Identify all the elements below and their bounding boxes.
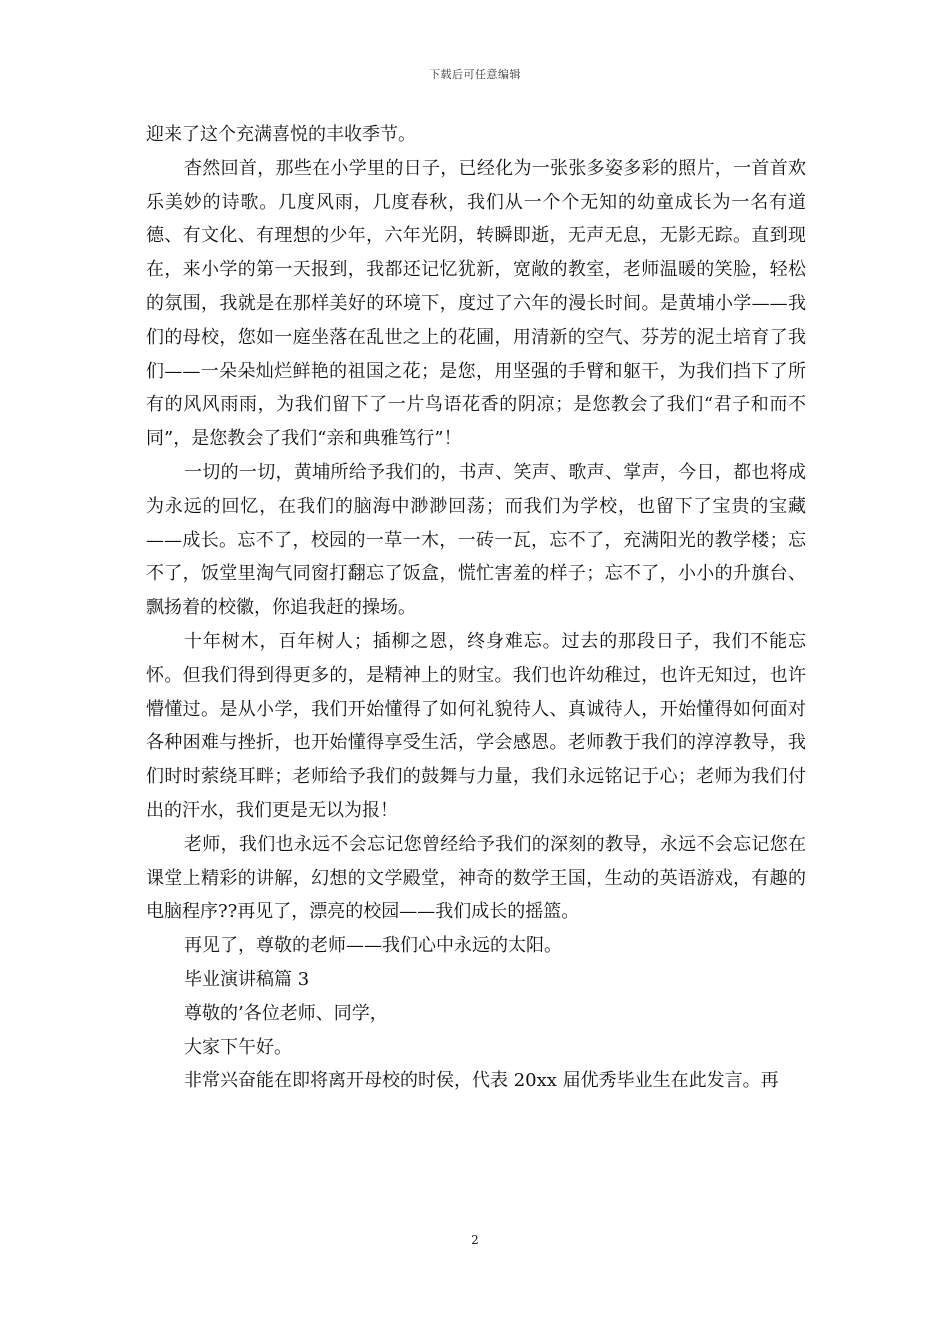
section-heading: 毕业演讲稿篇 3 bbox=[184, 968, 310, 990]
paragraph-last: 非常兴奋能在即将离开母校的时侯，代表 20xx 届优秀毕业生在此发言。再 bbox=[184, 1070, 779, 1092]
paragraph-4: 十年树木，百年树人；插柳之恩，终身难忘。过去的那段日子，我们不能忘怀。但我们得到得更多的，是精神上的财宝。我们也许幼稚过，也许无知过，也许懵懂过。是从小学，我们开始懂得了如何礼貌待人、真诚待人，开始懂得如何面对各种困难与挫折，也开始懂得享受生活，学会感恩。老师教于我们的淳淳教导，我们时时萦绕耳畔；老师给予我们的鼓舞与力量，我们永远铭记于心；老师为我们付出的汗水，我们更是无以为报！ bbox=[146, 630, 806, 821]
salutation: 尊敬的’各位老师、同学， bbox=[184, 1002, 388, 1024]
paragraph-2: 杳然回首，那些在小学里的日子，已经化为一张张多姿多彩的照片，一首首欢乐美妙的诗歌。几度风雨，几度春秋，我们从一个个无知的幼童成长为一名有道德、有文化、有理想的少年，六年光阴，转瞬即逝，无声无息，无影无踪。直到现在，来小学的第一天报到，我都还记忆犹新，宽敞的教室，老师温暖的笑脸，轻松的氛围，我就是在那样美好的环境下，度过了六年的漫长时间。是黄埔小学——我们的母校，您如一庭坐落在乱世之上的花圃，用清新的空气、芬芳的泥土培育了我们——一朵朵灿烂鲜艳的祖国之花；是您，用坚强的手臂和躯干，为我们挡下了所有的风风雨雨，为我们留下了一片鸟语花香的阴凉；是您教会了我们“君子和而不同”，是您教会了我们“亲和典雅笃行”！ bbox=[146, 157, 806, 450]
paragraph-6: 再见了，尊敬的老师——我们心中永远的太阳。 bbox=[184, 935, 562, 957]
paragraph-1: 迎来了这个充满喜悦的丰收季节。 bbox=[146, 124, 416, 145]
page-number: 2 bbox=[471, 1233, 479, 1247]
greeting: 大家下午好。 bbox=[184, 1036, 292, 1058]
page-header: 下载后可任意编辑 bbox=[429, 68, 521, 81]
paragraph-5: 老师，我们也永远不会忘记您曾经给予我们的深刻的教导，永远不会忘记您在课堂上精彩的讲解，幻想的文学殿堂，神奇的数学王国，生动的英语游戏，有趣的电脑程序??再见了，漂亮的校园——我们成长的摇篮。 bbox=[146, 833, 806, 923]
paragraph-3: 一切的一切，黄埔所给予我们的，书声、笑声、歌声、掌声，今日，都也将成为永远的回忆，在我们的脑海中渺渺回荡；而我们为学校，也留下了宝贵的宝藏——成长。忘不了，校园的一草一木，一砖一瓦，忘不了，充满阳光的教学楼；忘不了，饭堂里淘气同窗打翻忘了饭盒，慌忙害羞的样子；忘不了，小小的升旗台、飘扬着的校徽，你追我赶的操场。 bbox=[146, 461, 806, 619]
document-body bbox=[146, 118, 806, 1098]
